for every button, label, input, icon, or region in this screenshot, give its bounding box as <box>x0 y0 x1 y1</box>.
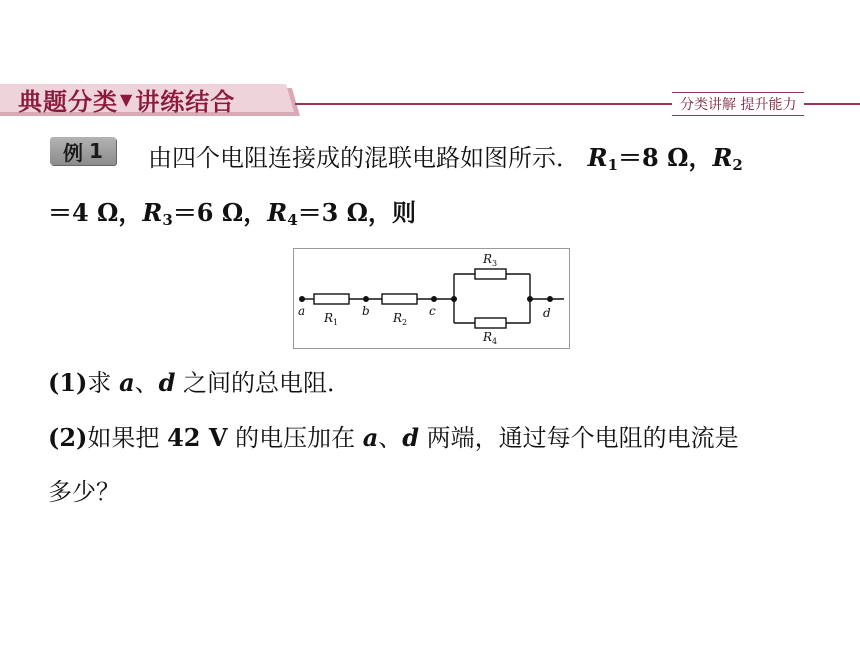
q2-text-c: 、 <box>378 424 403 452</box>
triangle-down-icon: ▼ <box>120 89 134 109</box>
r4-symbol: R <box>267 198 288 227</box>
header-tag: 分类讲解 提升能力 <box>672 92 804 116</box>
banner-title-right: 讲练结合 <box>135 87 236 116</box>
q2-text-b: 的电压加在 <box>227 424 363 452</box>
label-r2 <box>392 311 407 327</box>
q2-text-a: 如果把 <box>87 424 168 452</box>
q1-text-a: 求 <box>87 369 120 397</box>
label-r2-letter: R <box>393 311 403 325</box>
r2-symbol: R <box>712 143 733 172</box>
question-2 <box>48 422 739 454</box>
q2-var-a: a <box>362 423 379 452</box>
label-r3-sub: 3 <box>492 259 498 268</box>
problem-line-1 <box>148 142 743 181</box>
question-2-continued: 多少？ <box>48 478 120 506</box>
node-junction-left <box>451 296 457 302</box>
node-a <box>299 296 305 302</box>
r3-value: ＝6 Ω， <box>172 198 268 227</box>
example-badge-label: 例 <box>63 140 84 165</box>
question-1 <box>48 367 351 399</box>
problem-line-2 <box>48 197 416 236</box>
r4-value: ＝3 Ω，则 <box>297 198 417 227</box>
q2-text-d: 两端，通过每个电阻的电流是 <box>419 424 739 452</box>
banner-title-left: 典题分类 <box>18 87 118 116</box>
example-badge-number: 1 <box>89 139 103 163</box>
q2-number: (2) <box>48 423 88 452</box>
label-b: b <box>362 304 370 318</box>
label-d: d <box>543 306 551 320</box>
banner-title <box>18 84 235 114</box>
section-banner <box>0 82 300 116</box>
r3-symbol: R <box>142 198 163 227</box>
problem-intro: 由四个电阻连接成的混联电路如图所示． <box>148 144 580 172</box>
node-d <box>547 296 553 302</box>
resistor-r1 <box>314 294 349 304</box>
label-r4-sub: 4 <box>492 337 498 346</box>
r2-value: ＝4 Ω， <box>48 198 143 227</box>
node-junction-right <box>527 296 533 302</box>
node-c <box>431 296 437 302</box>
q1-var-d: d <box>158 368 176 397</box>
label-r4-letter: R <box>483 330 493 344</box>
label-a: a <box>298 304 306 318</box>
label-r4 <box>482 330 497 346</box>
q2-voltage: 42 V <box>167 423 228 452</box>
r3-subscript: 3 <box>162 211 173 229</box>
node-b <box>363 296 369 302</box>
r4-subscript: 4 <box>287 211 298 229</box>
r1-value: ＝8 Ω， <box>618 143 713 172</box>
q1-text-b: 、 <box>134 369 159 397</box>
example-badge <box>50 137 116 165</box>
r1-subscript: 1 <box>607 156 619 174</box>
label-c: c <box>429 304 436 318</box>
label-r1-sub: 1 <box>333 318 339 327</box>
q2-var-d: d <box>402 423 420 452</box>
q1-number: (1) <box>48 368 88 397</box>
label-r2-sub: 2 <box>402 318 408 327</box>
label-r3-letter: R <box>483 252 493 266</box>
q1-text-c: 之间的总电阻． <box>175 369 352 397</box>
label-r1-letter: R <box>324 311 334 325</box>
q1-var-a: a <box>119 368 135 397</box>
label-r1 <box>323 311 338 327</box>
resistor-r2 <box>382 294 417 304</box>
circuit-diagram <box>293 248 570 349</box>
resistor-r3 <box>475 269 506 279</box>
r1-symbol: R <box>587 143 608 172</box>
resistor-r4 <box>475 318 506 328</box>
r2-subscript: 2 <box>732 156 743 174</box>
circuit-svg <box>294 249 569 348</box>
label-r3 <box>482 252 497 268</box>
